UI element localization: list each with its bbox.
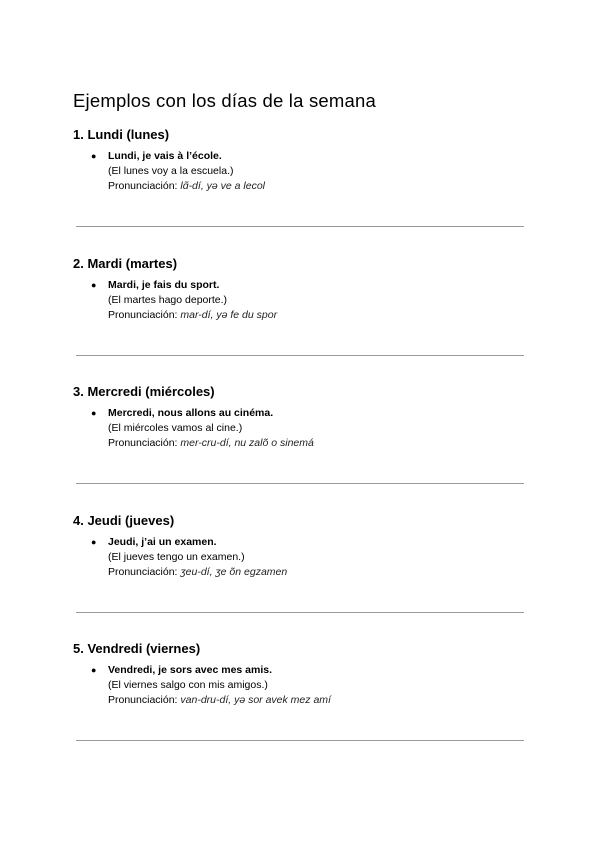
bullet-icon: ● <box>91 665 97 676</box>
day-section <box>73 513 524 642</box>
page-title: Ejemplos con los días de la semana <box>73 90 376 111</box>
spanish-translation: (El jueves tengo un examen.) <box>108 550 245 563</box>
bullet-icon: ● <box>91 151 97 161</box>
bullet-icon: ● <box>91 279 97 290</box>
pronunciation-label: Pronunciación: <box>108 437 178 450</box>
spanish-translation: (El lunes voy a la escuela.) <box>108 165 234 177</box>
pronunciation-line <box>108 308 277 323</box>
french-example: Vendredi, je sors avec mes amis. <box>108 664 273 677</box>
spanish-translation: (El viernes salgo con mis amigos.) <box>108 679 268 692</box>
pronunciation-line <box>108 436 314 451</box>
french-example: Jeudi, j’ai un examen. <box>108 535 217 548</box>
french-example: Lundi, je vais à l’école. <box>108 150 222 162</box>
section-heading: 4. Jeudi (jueves) <box>73 512 175 528</box>
spanish-translation: (El martes hago deporte.) <box>108 293 228 306</box>
french-example: Mercredi, nous allons au cinéma. <box>108 407 274 420</box>
pronunciation-line <box>108 693 331 708</box>
section-heading: 1. Lundi (lunes) <box>73 127 170 142</box>
divider <box>76 740 524 741</box>
section-heading: 3. Mercredi (miércoles) <box>73 384 215 400</box>
pronunciation-label: Pronunciación: <box>108 694 178 707</box>
divider <box>76 226 524 227</box>
pronunciation-label: Pronunciación: <box>108 565 178 578</box>
pronunciation-text: mer-cru-dí, nu zalõ o sinemá <box>180 437 314 450</box>
bullet-icon: ● <box>91 536 97 547</box>
day-section <box>73 384 524 513</box>
spanish-translation: (El miércoles vamos al cine.) <box>108 422 243 435</box>
divider <box>76 483 524 484</box>
pronunciation-line <box>108 179 265 194</box>
pronunciation-label: Pronunciación: <box>108 308 178 321</box>
divider <box>76 612 524 613</box>
divider <box>76 355 524 356</box>
pronunciation-text: mar-dí, yə fe du spor <box>180 308 278 321</box>
pronunciation-label: Pronunciación: <box>108 180 178 192</box>
pronunciation-text: lɑ̃-dí, yə ve a lecol <box>180 180 266 192</box>
pronunciation-text: van-dru-dí, yə sor avek mez amí <box>180 694 331 707</box>
french-example: Mardi, je fais du sport. <box>108 278 220 291</box>
day-section <box>73 127 524 256</box>
section-heading: 5. Vendredi (viernes) <box>73 641 201 657</box>
day-section <box>73 256 524 385</box>
bullet-icon: ● <box>91 408 97 419</box>
pronunciation-text: ʒeu-dí, ʒe õn egzamen <box>180 565 288 578</box>
pronunciation-line <box>108 565 287 580</box>
day-section <box>73 641 524 770</box>
section-heading: 2. Mardi (martes) <box>73 255 178 271</box>
